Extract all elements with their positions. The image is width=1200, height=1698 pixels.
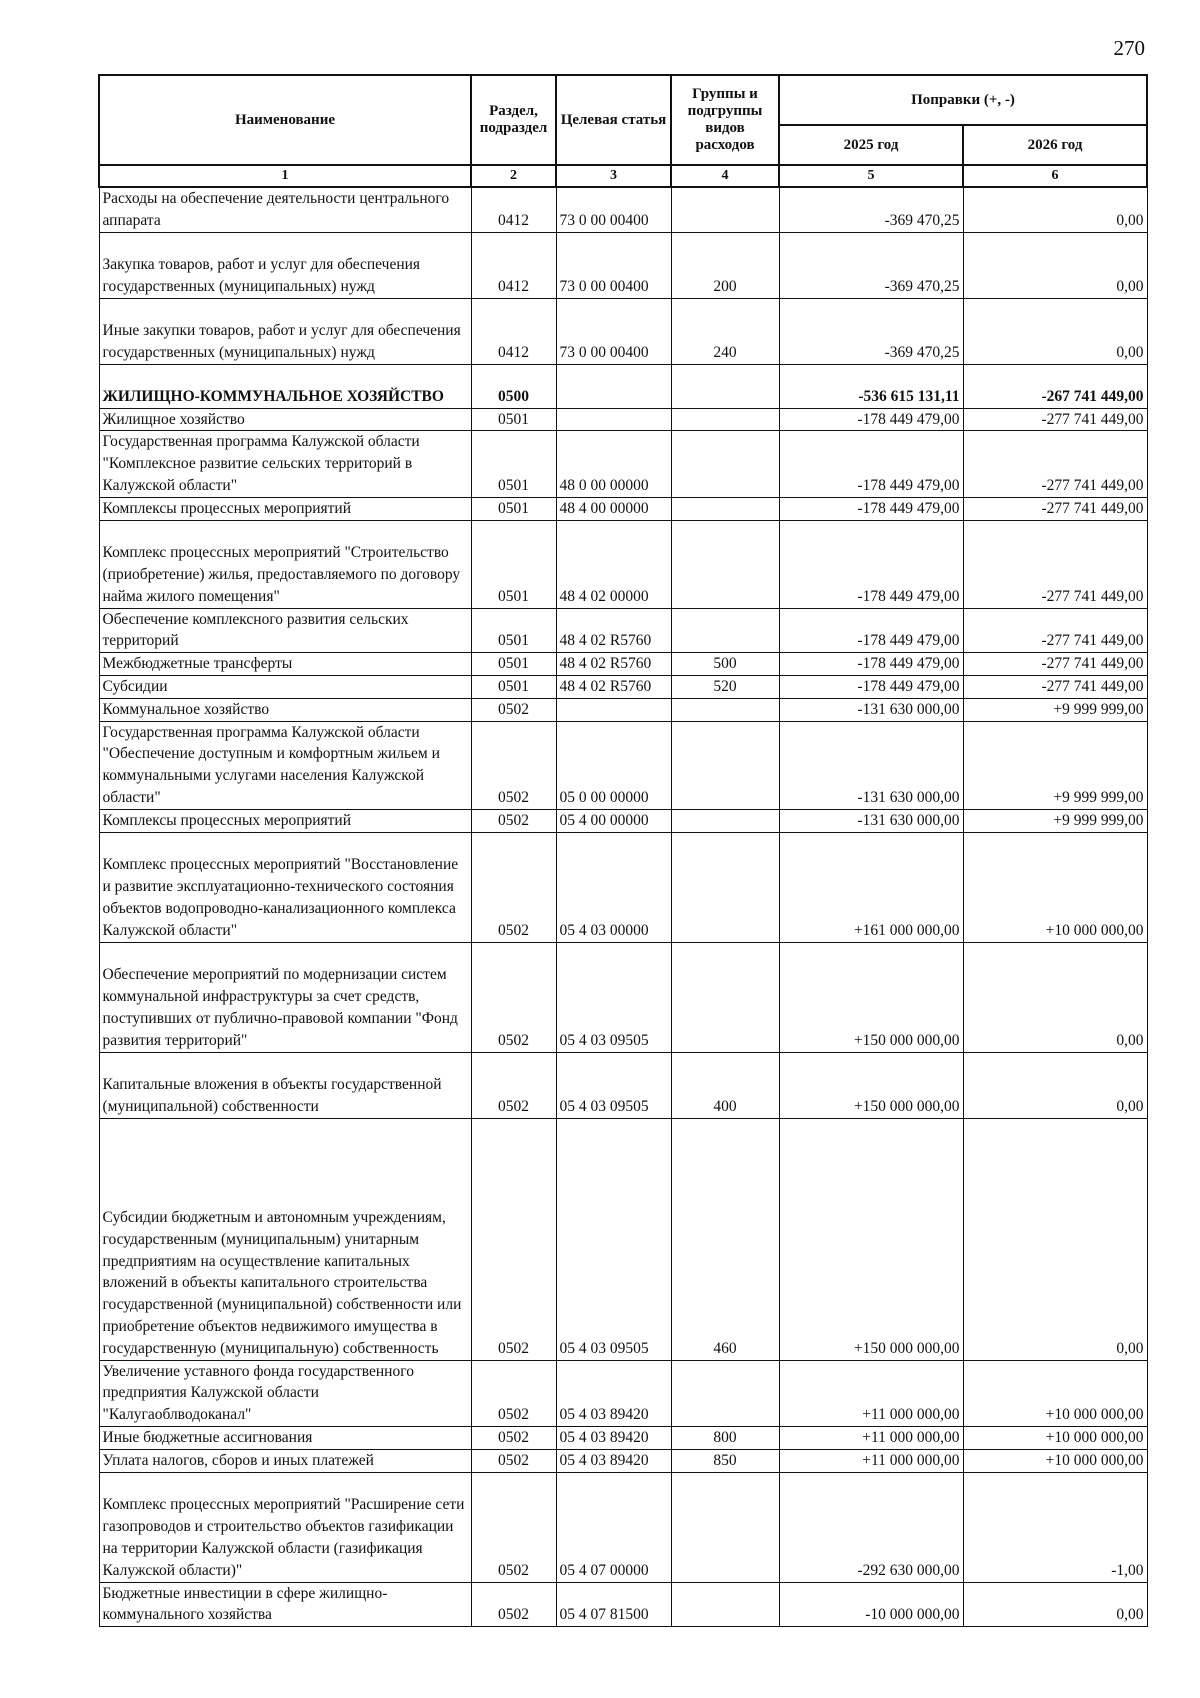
row-amount-2026: -267 741 449,00 <box>963 364 1147 408</box>
budget-amendments-table <box>98 74 1148 1627</box>
row-amount-2026: 0,00 <box>963 1118 1147 1360</box>
row-section: 0502 <box>471 1118 556 1360</box>
row-group <box>671 809 779 832</box>
row-amount-2025: -10 000 000,00 <box>779 1582 963 1627</box>
row-name: Расходы на обеспечение деятельности центрального аппарата <box>99 187 471 232</box>
row-article: 73 0 00 00400 <box>556 298 671 364</box>
row-name: Межбюджетные трансферты <box>99 653 471 676</box>
row-amount-2025: +11 000 000,00 <box>779 1426 963 1449</box>
row-group: 520 <box>671 675 779 698</box>
row-article: 05 4 03 09505 <box>556 1052 671 1118</box>
row-section: 0412 <box>471 232 556 298</box>
row-amount-2026: 0,00 <box>963 298 1147 364</box>
row-amount-2026: +9 999 999,00 <box>963 721 1147 809</box>
row-amount-2025: +11 000 000,00 <box>779 1360 963 1426</box>
column-number: 6 <box>963 165 1147 187</box>
table-row <box>99 232 1147 298</box>
row-section: 0502 <box>471 942 556 1052</box>
row-amount-2025: +161 000 000,00 <box>779 832 963 942</box>
row-article: 48 4 02 R5760 <box>556 653 671 676</box>
row-group: 800 <box>671 1426 779 1449</box>
row-amount-2026: +10 000 000,00 <box>963 1426 1147 1449</box>
header-amendments: Поправки (+, -) <box>779 75 1147 125</box>
table-row <box>99 1449 1147 1472</box>
row-section: 0501 <box>471 520 556 608</box>
row-article <box>556 364 671 408</box>
row-name: Государственная программа Калужской области "Комплексное развитие сельских территорий в Калужской области" <box>99 431 471 497</box>
row-article: 48 4 02 R5760 <box>556 675 671 698</box>
row-name: Закупка товаров, работ и услуг для обеспечения государственных (муниципальных) нужд <box>99 232 471 298</box>
row-section: 0502 <box>471 1472 556 1582</box>
row-section: 0501 <box>471 408 556 431</box>
table-row <box>99 520 1147 608</box>
row-article: 05 4 07 00000 <box>556 1472 671 1582</box>
header-groups: Группы и подгруппы видов расходов <box>671 75 779 165</box>
row-name: Уплата налогов, сборов и иных платежей <box>99 1449 471 1472</box>
row-name: Комплекс процессных мероприятий "Расширение сети газопроводов и строительство объектов газификации на территории Калужской области (газификация Калужской области)" <box>99 1472 471 1582</box>
row-group <box>671 698 779 721</box>
row-article: 05 4 03 00000 <box>556 832 671 942</box>
row-group <box>671 721 779 809</box>
row-article: 05 4 03 89420 <box>556 1426 671 1449</box>
row-article: 48 4 00 00000 <box>556 497 671 520</box>
row-name: Увеличение уставного фонда государственного предприятия Калужской области "Калугаоблводоканал" <box>99 1360 471 1426</box>
table-row <box>99 298 1147 364</box>
table-row <box>99 1360 1147 1426</box>
header-year-2025: 2025 год <box>779 125 963 165</box>
row-amount-2026: +10 000 000,00 <box>963 1449 1147 1472</box>
table-row <box>99 1052 1147 1118</box>
column-number: 3 <box>556 165 671 187</box>
table-row <box>99 497 1147 520</box>
table-row <box>99 608 1147 653</box>
row-section: 0501 <box>471 653 556 676</box>
row-article: 05 0 00 00000 <box>556 721 671 809</box>
row-name: Бюджетные инвестиции в сфере жилищно-коммунального хозяйства <box>99 1582 471 1627</box>
row-group: 460 <box>671 1118 779 1360</box>
row-group <box>671 187 779 232</box>
row-name: Комплекс процессных мероприятий "Восстановление и развитие эксплуатационно-технического состояния объектов водопроводно-канализационного комплекса Калужской области" <box>99 832 471 942</box>
row-group: 850 <box>671 1449 779 1472</box>
row-article: 48 4 02 R5760 <box>556 608 671 653</box>
column-number: 2 <box>471 165 556 187</box>
row-amount-2025: +150 000 000,00 <box>779 942 963 1052</box>
row-section: 0501 <box>471 608 556 653</box>
table-row <box>99 1118 1147 1360</box>
table-row <box>99 809 1147 832</box>
row-section: 0500 <box>471 364 556 408</box>
row-group <box>671 497 779 520</box>
row-amount-2026: -277 741 449,00 <box>963 497 1147 520</box>
row-group <box>671 431 779 497</box>
row-group <box>671 832 779 942</box>
row-amount-2026: -277 741 449,00 <box>963 520 1147 608</box>
row-group <box>671 1582 779 1627</box>
header-year-2026: 2026 год <box>963 125 1147 165</box>
header-name: Наименование <box>99 75 471 165</box>
row-section: 0502 <box>471 1426 556 1449</box>
row-name: Обеспечение комплексного развития сельских территорий <box>99 608 471 653</box>
table-row <box>99 721 1147 809</box>
row-group <box>671 520 779 608</box>
row-amount-2025: -178 449 479,00 <box>779 408 963 431</box>
header-article: Целевая статья <box>556 75 671 165</box>
row-amount-2026: 0,00 <box>963 232 1147 298</box>
row-amount-2026: -277 741 449,00 <box>963 608 1147 653</box>
row-amount-2025: +150 000 000,00 <box>779 1118 963 1360</box>
table-row <box>99 675 1147 698</box>
row-name: Коммунальное хозяйство <box>99 698 471 721</box>
row-section: 0502 <box>471 809 556 832</box>
row-article <box>556 698 671 721</box>
table-row <box>99 408 1147 431</box>
row-name: Иные закупки товаров, работ и услуг для обеспечения государственных (муниципальных) нужд <box>99 298 471 364</box>
row-amount-2025: -536 615 131,11 <box>779 364 963 408</box>
table-row <box>99 431 1147 497</box>
row-section: 0501 <box>471 497 556 520</box>
row-group: 240 <box>671 298 779 364</box>
row-amount-2026: -277 741 449,00 <box>963 653 1147 676</box>
row-section: 0502 <box>471 698 556 721</box>
row-name: Комплексы процессных мероприятий <box>99 809 471 832</box>
row-amount-2026: 0,00 <box>963 1582 1147 1627</box>
row-amount-2025: -178 449 479,00 <box>779 520 963 608</box>
row-article: 05 4 03 09505 <box>556 1118 671 1360</box>
table-row <box>99 1472 1147 1582</box>
row-article: 05 4 07 81500 <box>556 1582 671 1627</box>
page-number: 270 <box>1113 36 1145 60</box>
row-amount-2025: +150 000 000,00 <box>779 1052 963 1118</box>
row-name: ЖИЛИЩНО-КОММУНАЛЬНОЕ ХОЗЯЙСТВО <box>99 364 471 408</box>
row-section: 0502 <box>471 721 556 809</box>
row-name: Обеспечение мероприятий по модернизации систем коммунальной инфраструктуры за счет средств, поступивших от публично-правовой компании "Фонд развития территорий" <box>99 942 471 1052</box>
row-section: 0502 <box>471 1449 556 1472</box>
row-name: Государственная программа Калужской области "Обеспечение доступным и комфортным жильем и коммунальными услугами населения Калужской области" <box>99 721 471 809</box>
row-article: 05 4 03 09505 <box>556 942 671 1052</box>
row-amount-2026: -277 741 449,00 <box>963 675 1147 698</box>
row-name: Иные бюджетные ассигнования <box>99 1426 471 1449</box>
row-group: 200 <box>671 232 779 298</box>
row-amount-2025: -369 470,25 <box>779 232 963 298</box>
row-amount-2025: -131 630 000,00 <box>779 698 963 721</box>
row-article: 48 4 02 00000 <box>556 520 671 608</box>
row-name: Субсидии <box>99 675 471 698</box>
row-group <box>671 942 779 1052</box>
row-article: 05 4 03 89420 <box>556 1449 671 1472</box>
row-amount-2025: -178 449 479,00 <box>779 608 963 653</box>
table-row <box>99 364 1147 408</box>
row-section: 0502 <box>471 1052 556 1118</box>
column-numbers-row <box>99 165 1147 187</box>
row-article: 73 0 00 00400 <box>556 232 671 298</box>
row-article <box>556 408 671 431</box>
row-name: Капитальные вложения в объекты государственной (муниципальной) собственности <box>99 1052 471 1118</box>
row-amount-2025: -178 449 479,00 <box>779 675 963 698</box>
row-article: 05 4 03 89420 <box>556 1360 671 1426</box>
row-group: 500 <box>671 653 779 676</box>
row-section: 0501 <box>471 675 556 698</box>
row-section: 0501 <box>471 431 556 497</box>
row-amount-2025: -178 449 479,00 <box>779 653 963 676</box>
row-group: 400 <box>671 1052 779 1118</box>
row-amount-2025: -369 470,25 <box>779 298 963 364</box>
row-amount-2026: +10 000 000,00 <box>963 832 1147 942</box>
row-amount-2026: +9 999 999,00 <box>963 698 1147 721</box>
table-row <box>99 942 1147 1052</box>
row-amount-2025: -131 630 000,00 <box>779 721 963 809</box>
row-article: 48 0 00 00000 <box>556 431 671 497</box>
row-name: Жилищное хозяйство <box>99 408 471 431</box>
row-name: Комплекс процессных мероприятий "Строительство (приобретение) жилья, предоставляемого по договору найма жилого помещения" <box>99 520 471 608</box>
row-section: 0502 <box>471 832 556 942</box>
row-amount-2026: 0,00 <box>963 187 1147 232</box>
row-section: 0502 <box>471 1360 556 1426</box>
row-name: Комплексы процессных мероприятий <box>99 497 471 520</box>
row-amount-2026: -277 741 449,00 <box>963 408 1147 431</box>
row-amount-2025: +11 000 000,00 <box>779 1449 963 1472</box>
row-amount-2026: -1,00 <box>963 1472 1147 1582</box>
row-section: 0412 <box>471 187 556 232</box>
row-group <box>671 408 779 431</box>
row-amount-2026: +9 999 999,00 <box>963 809 1147 832</box>
row-group <box>671 364 779 408</box>
row-amount-2025: -369 470,25 <box>779 187 963 232</box>
row-amount-2026: 0,00 <box>963 942 1147 1052</box>
row-amount-2025: -131 630 000,00 <box>779 809 963 832</box>
row-article: 05 4 00 00000 <box>556 809 671 832</box>
table-row <box>99 698 1147 721</box>
table-row <box>99 1582 1147 1627</box>
row-amount-2025: -178 449 479,00 <box>779 431 963 497</box>
row-amount-2025: -178 449 479,00 <box>779 497 963 520</box>
table-row <box>99 1426 1147 1449</box>
row-section: 0412 <box>471 298 556 364</box>
row-amount-2026: +10 000 000,00 <box>963 1360 1147 1426</box>
table-row <box>99 653 1147 676</box>
row-group <box>671 1472 779 1582</box>
table-row <box>99 832 1147 942</box>
row-section: 0502 <box>471 1582 556 1627</box>
column-number: 4 <box>671 165 779 187</box>
row-group <box>671 1360 779 1426</box>
row-name: Субсидии бюджетным и автономным учреждениям, государственным (муниципальным) унитарным предприятиям на осуществление капитальных вложений в объекты капитального строительства государственной (муниципальной) собственности или приобретение объектов недвижимого имущества в государственную (муниципальную) собственность <box>99 1118 471 1360</box>
header-section: Раздел, подраздел <box>471 75 556 165</box>
column-number: 5 <box>779 165 963 187</box>
row-article: 73 0 00 00400 <box>556 187 671 232</box>
row-amount-2026: 0,00 <box>963 1052 1147 1118</box>
table-row <box>99 187 1147 232</box>
row-amount-2026: -277 741 449,00 <box>963 431 1147 497</box>
row-amount-2025: -292 630 000,00 <box>779 1472 963 1582</box>
row-group <box>671 608 779 653</box>
column-number: 1 <box>99 165 471 187</box>
